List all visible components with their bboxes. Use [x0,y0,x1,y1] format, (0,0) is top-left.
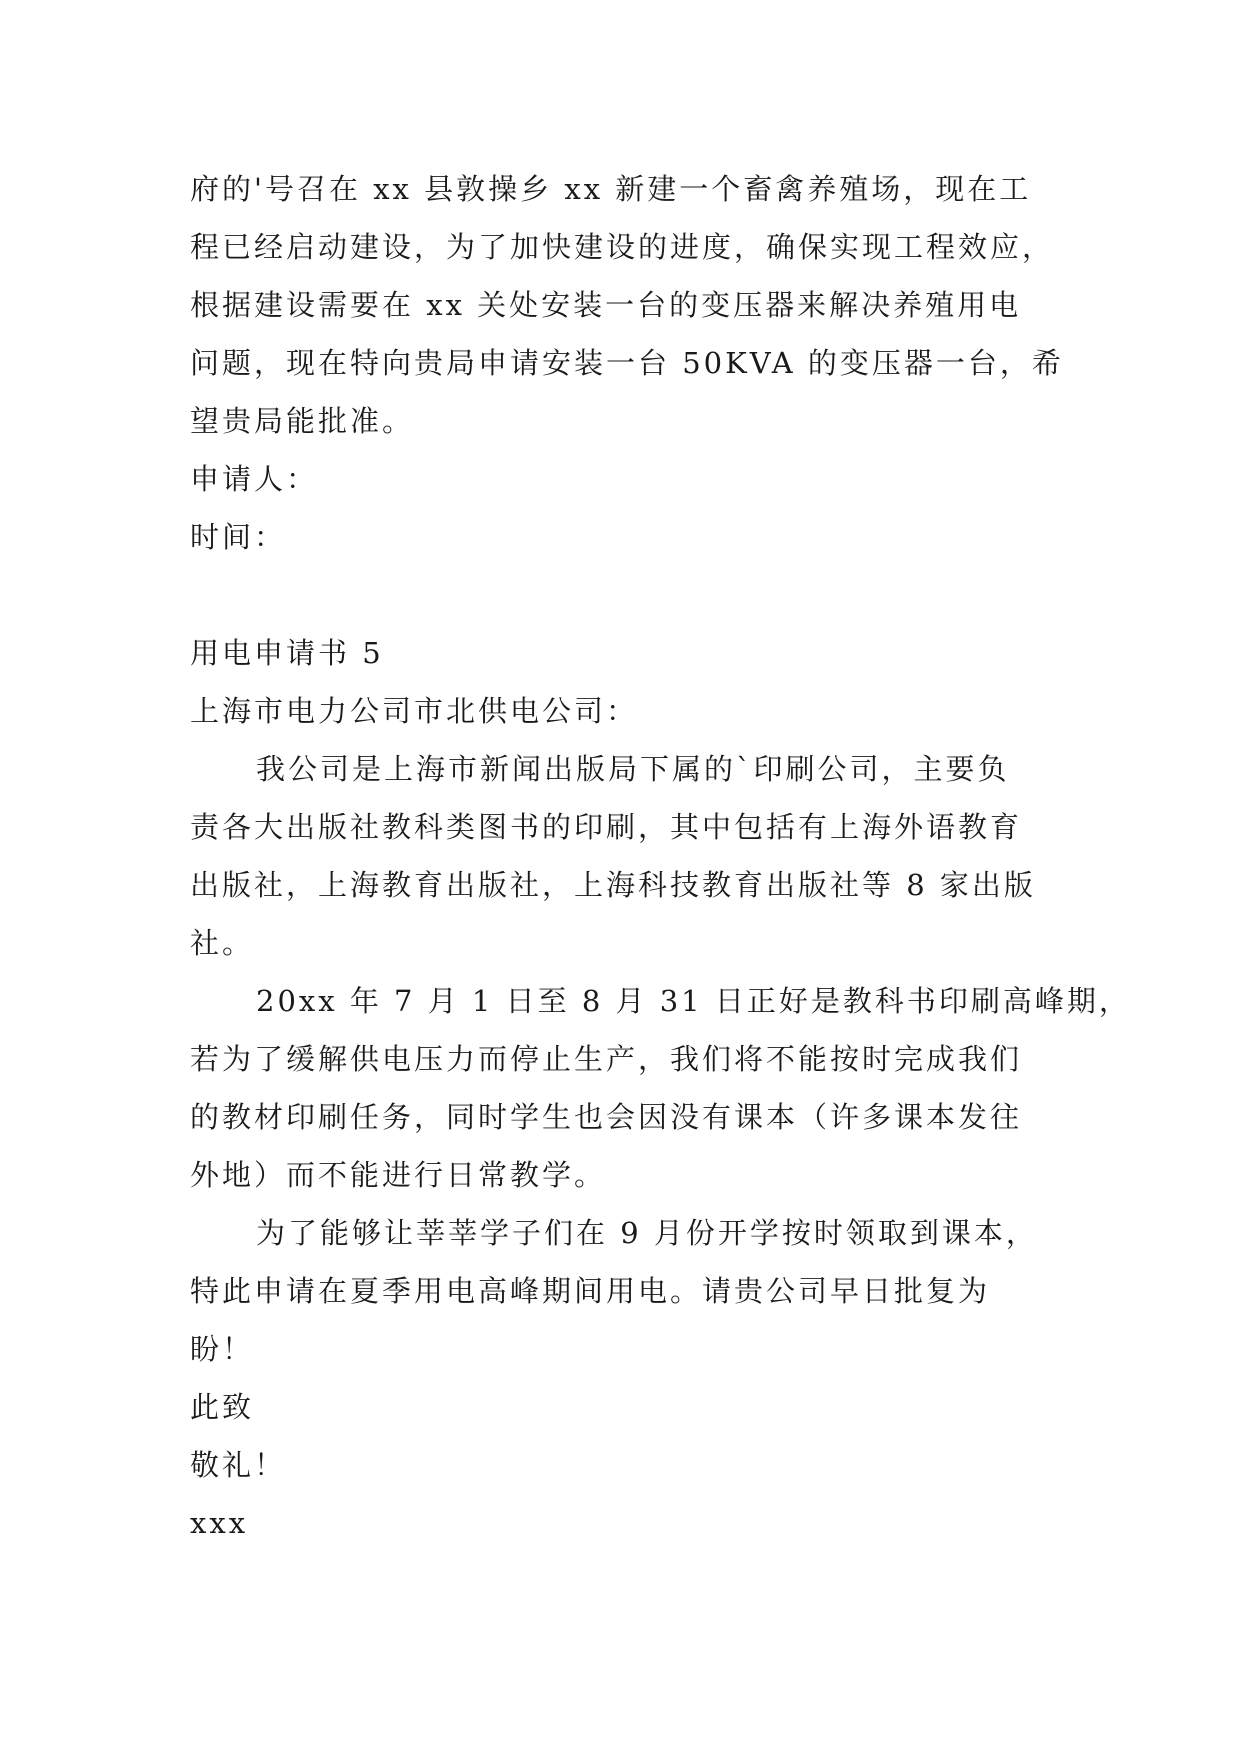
body-line: 我公司是上海市新闻出版局下属的`印刷公司，主要负 [256,752,1010,786]
closing-regards: 敬礼！ [190,1448,287,1482]
body-line: 出版社，上海教育出版社，上海科技教育出版社等 8 家出版 [190,868,1036,902]
paragraph-request [190,1204,1052,1378]
previous-letter-body [190,160,1064,450]
body-line: 特此申请在夏季用电高峰期间用电。请贵公司早日批复为 [190,1274,991,1308]
letter-title: 用电申请书 5 [190,636,384,670]
signature: xxx [190,1506,249,1540]
closing-salutation: 此致 [190,1390,255,1424]
body-line: 为了能够让莘莘学子们在 9 月份开学按时领取到课本， [256,1216,1038,1250]
body-line: 20xx 年 7 月 1 日至 8 月 31 日正好是教科书印刷高峰期， [256,984,1131,1018]
document-page [190,160,1131,1552]
body-line: 社。 [190,926,255,960]
body-line: 若为了缓解供电压力而停止生产，我们将不能按时完成我们 [190,1042,1023,1076]
body-line: 问题，现在特向贵局申请安装一台 50KVA 的变压器一台，希 [190,346,1064,380]
section-spacer [190,566,1052,624]
body-line: 责各大出版社教科类图书的印刷，其中包括有上海外语教育 [190,810,1023,844]
paragraph-company-intro [190,740,1052,972]
body-line: 望贵局能批准。 [190,404,415,438]
time-label: 时间： [190,520,287,554]
body-line: 程已经启动建设，为了加快建设的进度，确保实现工程效应， [190,230,1055,264]
letter-recipient: 上海市电力公司市北供电公司： [190,694,639,728]
body-line: 外地）而不能进行日常教学。 [190,1158,607,1192]
paragraph-peak-period [190,972,1131,1204]
applicant-label: 申请人： [190,462,319,496]
body-line: 根据建设需要在 xx 关处安装一台的变压器来解决养殖用电 [190,288,1022,322]
body-line: 府的'号召在 xx 县敦操乡 xx 新建一个畜禽养殖场，现在工 [190,172,1032,206]
body-line: 盼！ [190,1332,255,1366]
body-line: 的教材印刷任务，同时学生也会因没有课本（许多课本发往 [190,1100,1023,1134]
